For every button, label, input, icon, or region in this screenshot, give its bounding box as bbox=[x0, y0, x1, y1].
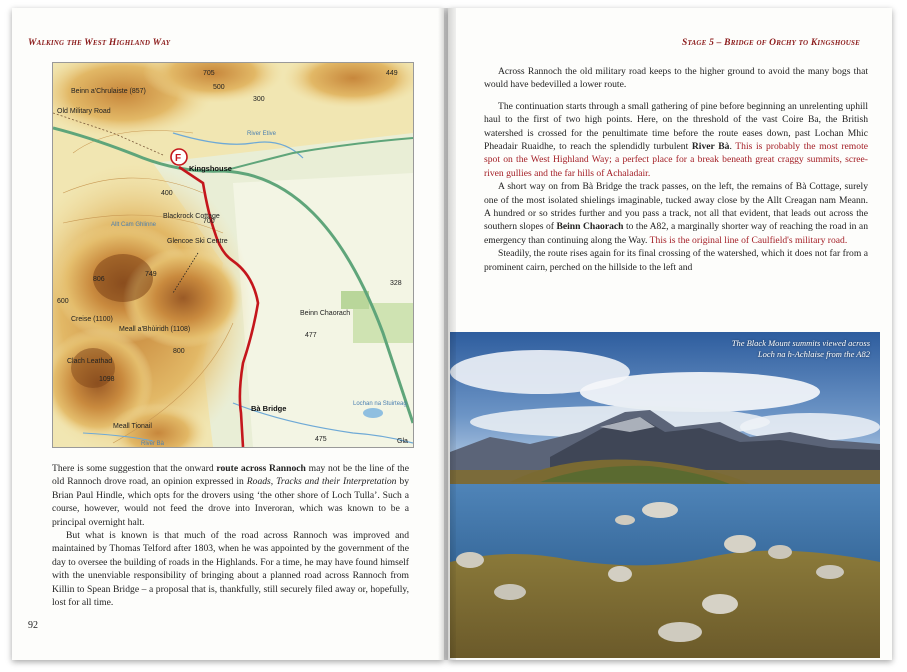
left-body-text bbox=[52, 462, 409, 609]
label-477: 477 bbox=[305, 332, 317, 339]
right-paragraph-2: The continuation starts through a small gathering of pine before beginning an unrelenting uphill haul to the first of two high points. Here, on the threshold of the vast Coire Ba, the British watershed is crossed for the penultimate time before the route eases down, past Lochan Mhic Pheadair Ruaidhe, to reach the splendidly turbulent River Bà. This is probably the most remote spot on the West Highland Way; a perfect place for a break beneath great craggy summits, scree-riven gullies and the far hills of Achaladair. bbox=[484, 100, 868, 179]
photo-graphic bbox=[450, 332, 880, 658]
contour-700: 700 bbox=[203, 218, 215, 225]
label-blackrock: Blackrock Cottage bbox=[163, 213, 220, 220]
stage-marker-letter: F bbox=[175, 153, 182, 164]
label-meall-tionail: Meall Tionail bbox=[113, 423, 152, 430]
rock-2 bbox=[615, 515, 635, 525]
label-river-ba: River Bà bbox=[141, 441, 165, 447]
label-475: 475 bbox=[315, 436, 327, 443]
rock-5 bbox=[608, 566, 632, 582]
contour-300: 300 bbox=[253, 96, 265, 103]
rock-10 bbox=[658, 622, 702, 642]
right-paragraph-4: Steadily, the route rises again for its final crossing of the watershed, which it does not far from a prominent cairn, perched on the hillside to the left and bbox=[484, 248, 868, 273]
label-806: 806 bbox=[93, 276, 105, 283]
rock-1 bbox=[642, 502, 678, 518]
right-running-header: Stage 5 – Bridge of Orchy to Kingshouse bbox=[681, 38, 860, 48]
landscape-photo bbox=[450, 332, 880, 658]
contour-500: 500 bbox=[213, 84, 225, 91]
label-creise: Creise (1100) bbox=[71, 316, 113, 323]
contour-800: 800 bbox=[173, 348, 185, 355]
right-body-text bbox=[484, 65, 868, 274]
label-meall-bhuiridh: Meall a'Bhùiridh (1108) bbox=[119, 326, 191, 333]
left-paragraph-2: But what is known is that much of the road across Rannoch was improved and maintained by Thomas Telford after 1803, when he was appointed by the government of the day to oversee the building of roads in the Highlands. For a time, he may have found himself with the unenviable responsibility of bringing about a planned road across Rannoch from Killin to Spean Bridge – a proposal that is, thankfully, still securely filed away or, hopefully, lost for all time. bbox=[52, 530, 409, 609]
label-ba-bridge: Bà Bridge bbox=[251, 404, 287, 413]
left-page bbox=[12, 8, 444, 660]
label-449: 449 bbox=[386, 70, 398, 77]
label-1098: 1098 bbox=[99, 376, 115, 383]
foreground-moor bbox=[450, 551, 880, 658]
label-beinn-chrulaiste: Beinn a'Chrulaiste (857) bbox=[71, 88, 146, 95]
label-river-etive: River Etive bbox=[247, 131, 277, 137]
left-paragraph-1: There is some suggestion that the onward route across Rannoch may not be the line of the old Rannoch drove road, an opinion expressed in Roads, Tracks and their Interpretation by Brian Paul Hindle, which opts for the drovers using ‘the other shore of Loch Tulla’. Such a course, however, would not feed the drove into Inveroran, which was known to be a principal overnight halt. bbox=[52, 463, 409, 528]
label-lochan: Lochan na Stuirteag bbox=[353, 401, 407, 407]
rock-8 bbox=[816, 565, 844, 579]
label-beinn-chaorach: Beinn Chaorach bbox=[300, 310, 351, 317]
map-graphic bbox=[53, 63, 413, 447]
label-kingshouse: Kingshouse bbox=[189, 164, 232, 173]
label-clach-leathad: Clach Leathad bbox=[67, 358, 113, 365]
right-paragraph-1: Across Rannoch the old military road keeps to the higher ground to avoid the many bogs that would have bedevilled a lower route. bbox=[484, 66, 868, 91]
photo-caption: The Black Mount summits viewed across Loch na h-Achlaise from the A82 bbox=[731, 338, 870, 359]
label-705: 705 bbox=[203, 70, 215, 77]
rock-4 bbox=[768, 545, 792, 559]
rock-9 bbox=[494, 584, 526, 600]
label-old-military-road: Old Military Road bbox=[57, 108, 111, 115]
forest-patch-small bbox=[341, 291, 369, 309]
right-page bbox=[448, 8, 892, 660]
rock-3 bbox=[724, 535, 756, 553]
label-glencoe: Glencoe Ski Centre bbox=[167, 238, 228, 245]
label-allt-cam: Allt Cam Ghlinne bbox=[111, 222, 157, 228]
lochan-na-stuirteag bbox=[363, 408, 383, 418]
label-gla: Gla bbox=[397, 438, 408, 445]
route-map bbox=[52, 62, 414, 448]
contour-400: 400 bbox=[161, 190, 173, 197]
right-paragraph-3: A short way on from Bà Bridge the track passes, on the left, the remains of Bà Cottage, surely one of the most isolated shielings imaginable, tucked away close by the Allt Creagan nam Meann. A hundred or so strides further and you pass a track, not all that evident, that leads out across the southern slopes of Beinn Chaorach to the A82, a marginally shorter way of reaching the road in an emergency than continuing along the Way. This is the original line of Caulfield's military road. bbox=[484, 181, 868, 246]
label-328: 328 bbox=[390, 280, 402, 287]
rock-7 bbox=[702, 594, 738, 614]
left-running-header: Walking the West Highland Way bbox=[28, 38, 171, 48]
rock-6 bbox=[456, 552, 484, 568]
page-number: 92 bbox=[28, 620, 38, 631]
contour-600: 600 bbox=[57, 298, 69, 305]
label-749: 749 bbox=[145, 271, 157, 278]
cloud-2 bbox=[580, 372, 820, 412]
